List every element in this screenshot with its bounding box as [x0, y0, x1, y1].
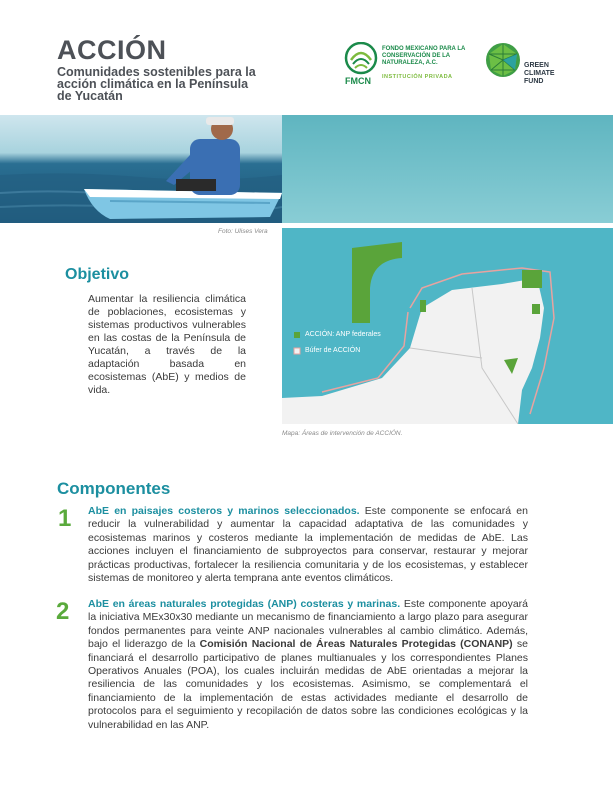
- component-1-lead: AbE en paisajes costeros y marinos seleccionados.: [88, 505, 360, 517]
- banner-color-block: [282, 115, 613, 223]
- photo-caption: Foto: Ulises Vera: [218, 228, 268, 235]
- legend-buffer-label: Búfer de ACCIÓN: [305, 347, 361, 354]
- green-climate-fund-logo-icon: [485, 42, 521, 78]
- map-caption: Mapa: Áreas de intervención de ACCIÓN.: [282, 430, 403, 437]
- fmcn-subtitle: INSTITUCIÓN PRIVADA: [382, 74, 453, 80]
- component-1-paragraph: [88, 505, 528, 585]
- component-2-paragraph: [88, 598, 528, 732]
- yucatan-intervention-map: [282, 228, 613, 424]
- component-2-conanp: Comisión Nacional de Áreas Naturales Protegidas (CONANP): [199, 638, 513, 651]
- page-title: ACCIÓN: [57, 35, 167, 65]
- component-2-text-b: se financiará el desarrollo participativo de planes multianuales y los correspondientes Planes Operativos Anuales (POA), los cuales incluirán medidas de AbE orientadas a mejorar la resiliencia de las comunidades y los ecosistemas. Asimismo, se complementará el financiamiento de la implementación de estas actividades mediante el desarrollo de protocolos para el seguimiento y recopilación de datos sobre las condiciones ecológicas y la vulnerabilidad en las ANP.: [88, 638, 528, 731]
- component-number: 1: [58, 505, 72, 532]
- fmcn-abbreviation: FMCN: [345, 76, 371, 86]
- fisherman-boat-photo: [0, 115, 282, 223]
- component-2-lead: AbE en áreas naturales protegidas (ANP) costeras y marinas.: [88, 598, 401, 610]
- green-climate-fund-name: GREEN CLIMATE FUND: [524, 62, 555, 85]
- component-2-text-a: Este componente apoyará la iniciativa MEx30x30 mediante un mecanismo de financiamiento a largo plazo para asegurar fondos permanentes para veinte ANP nacionales vulnerables al cambio climático. Además, bajo el liderazgo de la: [88, 598, 528, 651]
- objetivo-heading: Objetivo: [65, 266, 130, 283]
- objetivo-text: Aumentar la resiliencia climática de poblaciones, ecosistemas y sistemas productivos vulnerables en las costas de la Península de Yucatán, a través de la adaptación basada en ecosistemas (AbE) y medios de vida.: [88, 293, 246, 396]
- component-number: 2: [56, 598, 70, 625]
- component-1-text: Este componente se enfocará en reducir la vulnerabilidad y aumentar la capacidad adaptativa de las comunidades y ecosistemas marinos y costeros mediante la implementación de medidas de AbE. Las acciones incluyen el financiamiento de subproyectos para conservar, restaurar y mejorar prácticas productivas, fortalecer la resiliencia comunitaria y de los ecosistemas, y establecer sistemas de monitoreo y alerta temprana ante eventos climáticos.: [88, 505, 528, 585]
- fmcn-name: FONDO MEXICANO PARA LA CONSERVACIÓN DE LA NATURALEZA, A.C.: [382, 46, 466, 66]
- page-subtitle: Comunidades sostenibles para la acción climática en la Península de Yucatán: [57, 65, 256, 103]
- legend-anp-label: ACCIÓN: ANP federales: [305, 331, 381, 338]
- componentes-heading: Componentes: [57, 479, 171, 498]
